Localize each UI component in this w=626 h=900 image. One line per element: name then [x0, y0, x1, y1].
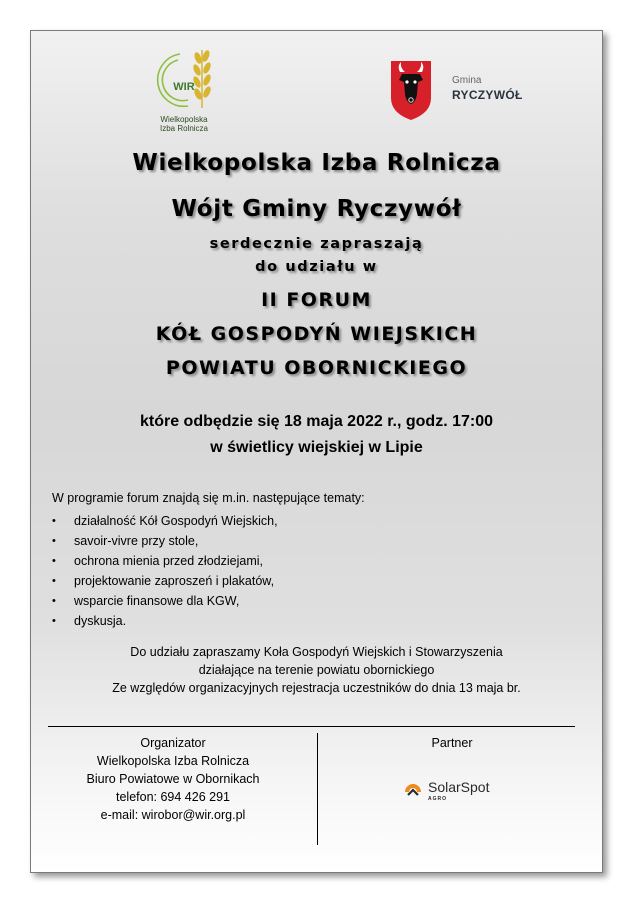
event-place: w świetlicy wiejskiej w Lipie	[210, 439, 423, 456]
title-line-1: Wielkopolska Izba Rolnicza	[132, 150, 501, 176]
gmina-label: Gmina	[452, 75, 482, 86]
bullet-icon: •	[52, 535, 56, 547]
list-item: • działalność Kół Gospodyń Wiejskich,	[52, 511, 278, 531]
organizer-phone: telefon: 694 426 291	[116, 790, 230, 804]
title-line-4: do udziału w	[255, 259, 378, 275]
list-item: • savoir-vivre przy stole,	[52, 531, 278, 551]
footer-divider	[48, 726, 575, 727]
bullet-icon: •	[52, 615, 56, 627]
list-item: • wsparcie finansowe dla KGW,	[52, 591, 278, 611]
note-line-3: Ze względów organizacyjnych rejestracja uczestników do dnia 13 maja br.	[112, 681, 521, 695]
ryczywol-crest-icon	[388, 58, 434, 122]
topics-list	[52, 511, 278, 631]
partner-heading: Partner	[431, 736, 473, 750]
title-line-3: serdecznie zapraszają	[209, 236, 424, 252]
gmina-name: RYCZYWÓŁ	[452, 88, 523, 102]
title-line-7: POWIATU OBORNICKIEGO	[165, 357, 468, 379]
note-line-2: działające na terenie powiatu obornickiego	[198, 663, 435, 677]
title-line-2: Wójt Gminy Ryczywół	[171, 196, 462, 222]
list-item: • dyskusja.	[52, 611, 278, 631]
organizer-heading: Organizator	[140, 736, 206, 750]
wir-caption: Wielkopolska Izba Rolnicza	[159, 115, 209, 133]
note-line-1: Do udziału zapraszamy Koła Gospodyń Wiejskich i Stowarzyszenia	[130, 645, 503, 659]
wir-emblem-text: WIR	[173, 81, 195, 93]
list-item: • projektowanie zaproszeń i plakatów,	[52, 571, 278, 591]
solarspot-logo-icon	[402, 778, 424, 800]
bullet-icon: •	[52, 515, 56, 527]
list-item: • ochrona mienia przed złodziejami,	[52, 551, 278, 571]
title-line-6: KÓŁ GOSPODYŃ WIEJSKICH	[155, 323, 478, 345]
bullet-icon: •	[52, 575, 56, 587]
event-date: które odbędzie się 18 maja 2022 r., godz. 17:00	[139, 413, 494, 430]
partner-name: SolarSpot	[428, 779, 490, 795]
bullet-icon: •	[52, 555, 56, 567]
organizer-email: e-mail: wirobor@wir.org.pl	[100, 808, 246, 822]
bullet-icon: •	[52, 595, 56, 607]
organizer-name: Wielkopolska Izba Rolnicza	[96, 754, 250, 768]
program-intro: W programie forum znajdą się m.in. następujące tematy:	[52, 491, 365, 505]
partner-subname: AGRO	[428, 796, 447, 802]
organizer-office: Biuro Powiatowe w Obornikach	[86, 772, 260, 786]
title-line-5: II FORUM	[261, 289, 372, 311]
